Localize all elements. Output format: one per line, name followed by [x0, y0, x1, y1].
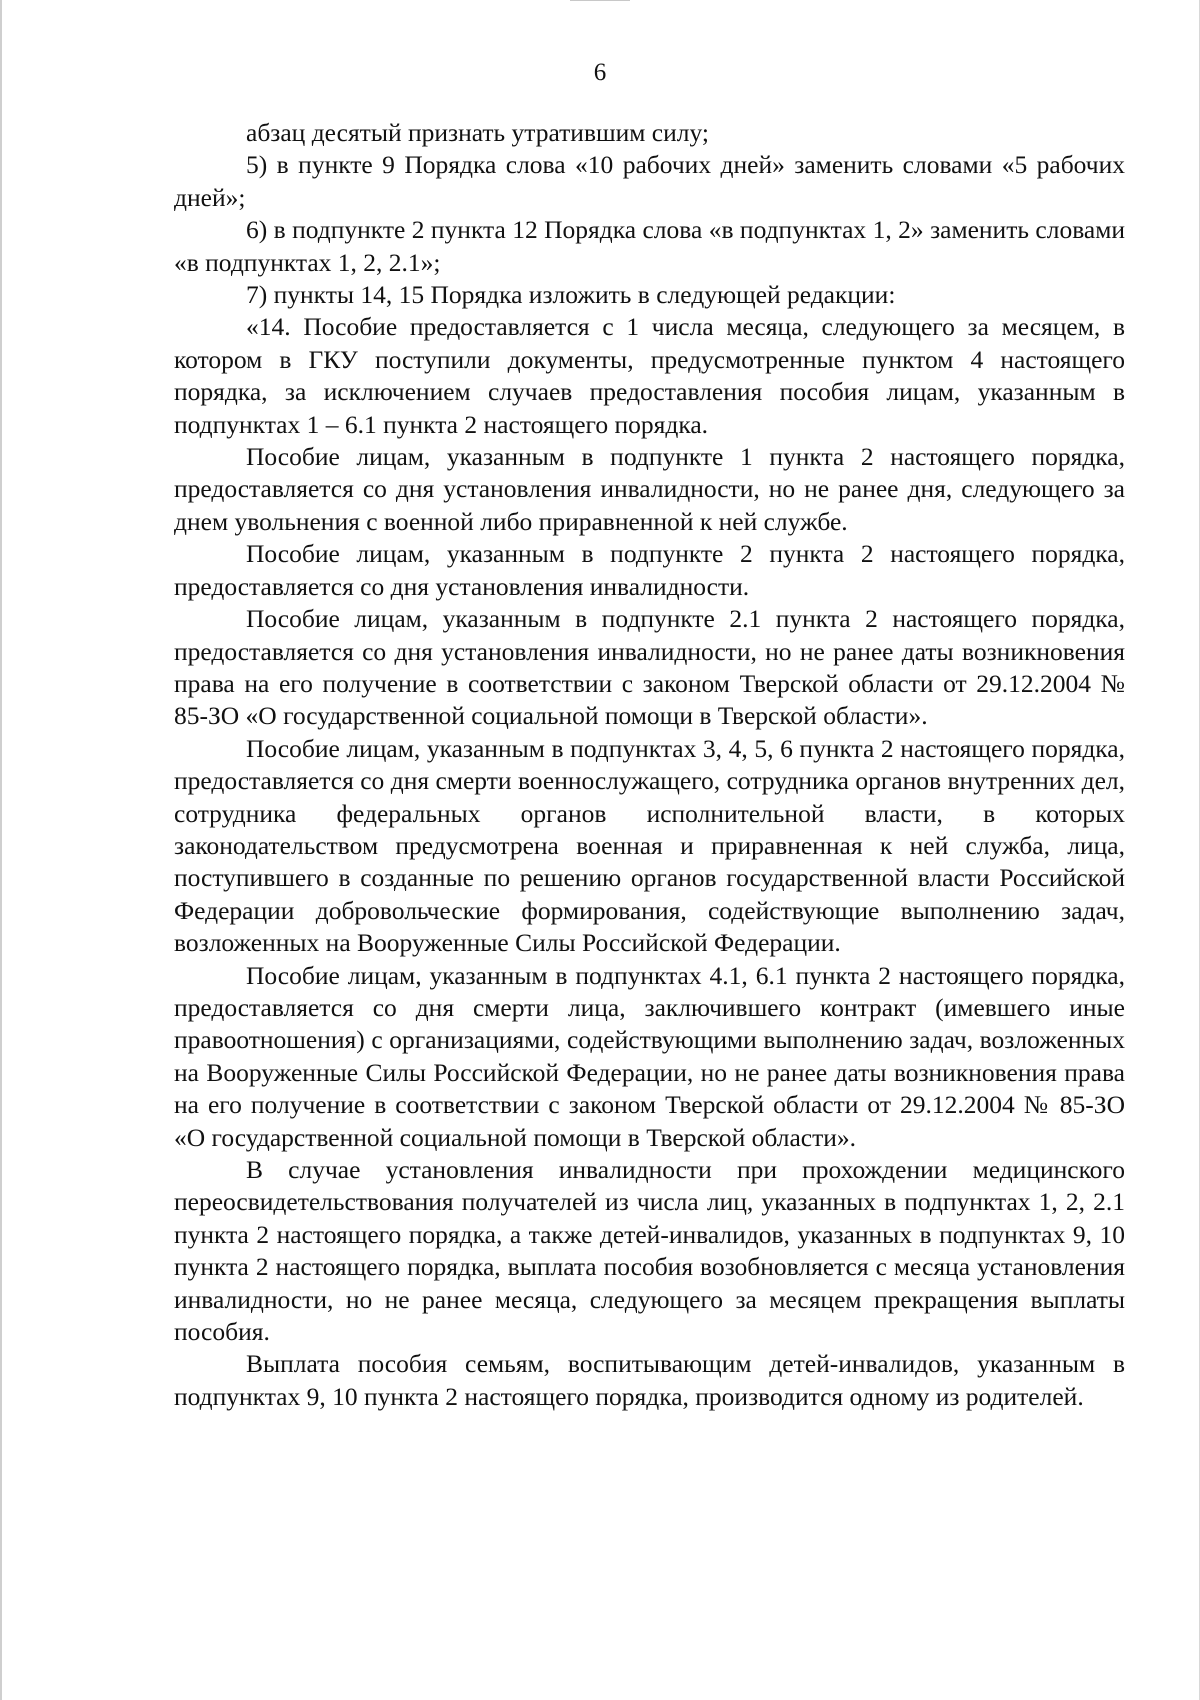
- paragraph-7: Пособие лицам, указанным в подпункте 2 пункта 2 настоящего порядка, предоставляется со дня установления инвалидности.: [174, 539, 1125, 601]
- document-body: [174, 117, 1125, 1413]
- paragraph-12: Выплата пособия семьям, воспитывающим детей-инвалидов, указанным в подпунктах 9, 10 пункта 2 настоящего порядка, производится одному из родителей.: [174, 1349, 1125, 1411]
- paragraph-5: «14. Пособие предоставляется с 1 числа месяца, следующего за месяцем, в котором в ГКУ поступили документы, предусмотренные пунктом 4 настоящего порядка, за исключением случаев предоставления пособия лицам, указанным в подпунктах 1 – 6.1 пункта 2 настоящего порядка.: [174, 312, 1125, 439]
- paragraph-6: Пособие лицам, указанным в подпункте 1 пункта 2 настоящего порядка, предоставляется со дня установления инвалидности, но не ранее дня, следующего за днем увольнения с военной либо приравненной к ней службе.: [174, 442, 1125, 536]
- page-number: 6: [593, 59, 607, 86]
- paragraph-10: Пособие лицам, указанным в подпунктах 4.1, 6.1 пункта 2 настоящего порядка, предоставляется со дня смерти лица, заключившего контракт (имевшего иные правоотношения) с организациями, содействующими выполнению задач, возложенных на Вооруженные Силы Российской Федерации, но не ранее даты возникновения права на его получение в соответствии с законом Тверской области от 29.12.2004 № 85-ЗО «О государственной социальной помощи в Тверской области».: [174, 960, 1125, 1152]
- paragraph-4: 7) пункты 14, 15 Порядка изложить в следующей редакции:: [246, 280, 896, 310]
- scan-top-mark: [570, 0, 630, 1]
- paragraph-8: Пособие лицам, указанным в подпункте 2.1 пункта 2 настоящего порядка, предоставляется со дня установления инвалидности, но не ранее даты возникновения права на его получение в соответствии с законом Тверской области от 29.12.2004 № 85-ЗО «О государственной социальной помощи в Тверской области».: [174, 604, 1125, 731]
- paragraph-11: В случае установления инвалидности при прохождении медицинского переосвидетельствования получателей из числа лиц, указанных в подпунктах 1, 2, 2.1 пункта 2 настоящего порядка, а также детей-инвалидов, указанных в подпунктах 9, 10 пункта 2 настоящего порядка, выплата пособия возобновляется с месяца установления инвалидности, но не ранее месяца, следующего за месяцем прекращения выплаты пособия.: [174, 1155, 1125, 1347]
- paragraph-9: Пособие лицам, указанным в подпунктах 3, 4, 5, 6 пункта 2 настоящего порядка, предоставляется со дня смерти военнослужащего, сотрудника органов внутренних дел, сотрудника федеральных органов исполнительной власти, в которых законодательством предусмотрена военная и приравненная к ней служба, лица, поступившего в созданные по решению органов государственной власти Российской Федерации добровольческие формирования, содействующие выполнению задач, возложенных на Вооруженные Силы Российской Федерации.: [174, 733, 1125, 958]
- paragraph-3: 6) в подпункте 2 пункта 12 Порядка слова «в подпунктах 1, 2» заменить словами «в подпунктах 1, 2, 2.1»;: [174, 215, 1125, 277]
- paragraph-2: 5) в пункте 9 Порядка слова «10 рабочих дней» заменить словами «5 рабочих дней»;: [174, 150, 1125, 212]
- scan-left-edge: [0, 0, 2, 1700]
- paragraph-1: абзац десятый признать утратившим силу;: [246, 118, 709, 147]
